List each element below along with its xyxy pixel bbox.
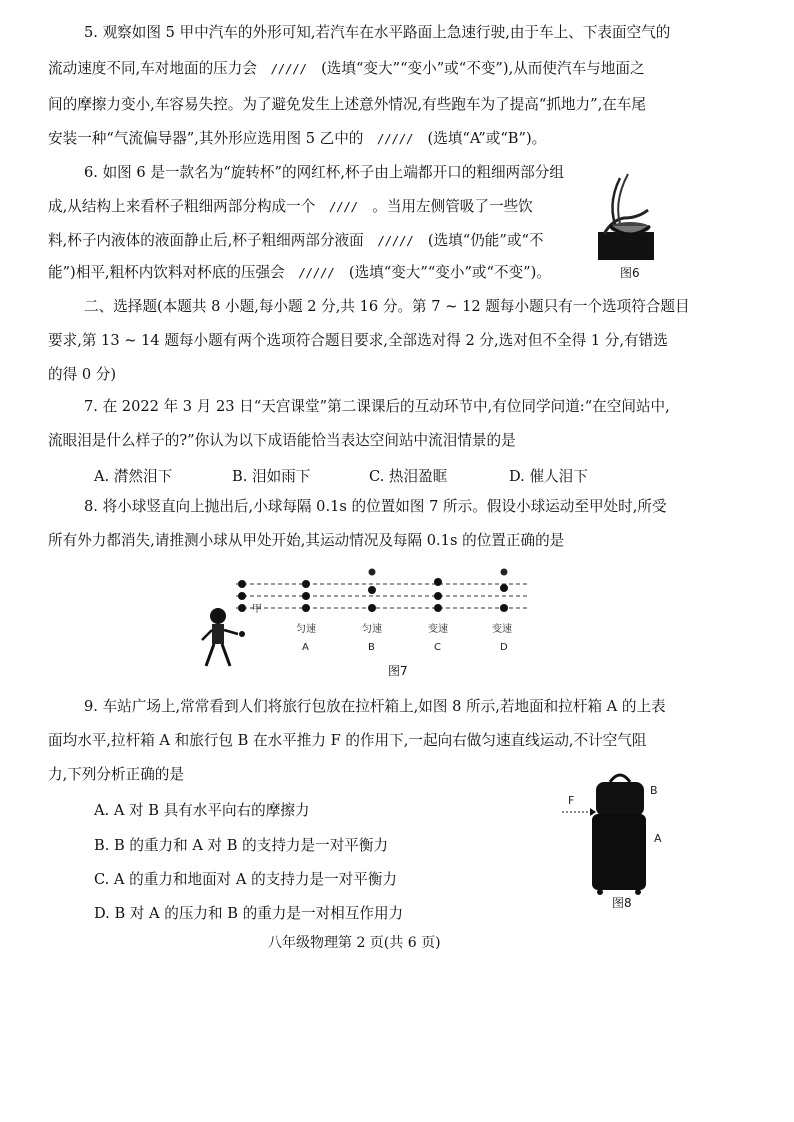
ball	[434, 592, 442, 600]
ball	[434, 604, 442, 612]
ball	[238, 592, 246, 600]
q9-option-a[interactable]: A. A 对 B 具有水平向右的摩擦力	[94, 802, 310, 819]
q9-line-3: 力,下列分析正确的是	[48, 766, 184, 783]
figure-8-caption: 图8	[612, 896, 632, 910]
q9-option-b[interactable]: B. B 的重力和 A 对 B 的支持力是一对平衡力	[94, 837, 389, 854]
section-2-line-1: 二、选择题(本题共 8 小题,每小题 2 分,共 16 分。第 7 ~ 12 题每小题只有一个选项符合题目	[84, 298, 690, 315]
jia-label: 甲	[252, 604, 262, 615]
q6-line-3: 料,杯子内液体的液面静止后,杯子粗细两部分液面 ///// (选填“仍能”或“不	[48, 232, 544, 249]
bag-b-label: B	[650, 784, 658, 797]
answer-blank: /////	[377, 234, 414, 248]
q9-option-d[interactable]: D. B 对 A 的压力和 B 的重力是一对相互作用力	[94, 905, 404, 922]
q6-line-4: 能”)相平,粗杯内饮料对杯底的压强会 ///// (选填“变大”“变小”或“不变”)。	[48, 264, 551, 281]
q5-line-4: 安装一种“气流偏导器”,其外形应选用图 5 乙中的 ///// (选填“A”或“B”)。	[48, 130, 547, 147]
answer-blank: /////	[377, 132, 414, 146]
q5-line-1: 5. 观察如图 5 甲中汽车的外形可知,若汽车在水平路面上急速行驶,由于车上、下表面空气的	[84, 24, 671, 41]
force-label: F	[568, 794, 575, 807]
suitcase-a-label: A	[654, 832, 662, 845]
answer-blank: /////	[298, 266, 335, 280]
q9-option-c[interactable]: C. A 的重力和地面对 A 的支持力是一对平衡力	[94, 871, 398, 888]
q7-line-2: 流眼泪是什么样子的?”你认为以下成语能恰当表达空间站中流泪情景的是	[48, 432, 516, 449]
q7-option-a[interactable]: A. 潸然泪下	[94, 468, 173, 485]
ball	[238, 604, 246, 612]
option-d-motion: 变速	[492, 624, 512, 635]
q5-line-2: 流动速度不同,车对地面的压力会 ///// (选填“变大”“变小”或“不变”),从而使汽车与地面之	[48, 60, 645, 77]
section-2-line-3: 的得 0 分)	[48, 366, 117, 383]
q6-line-1: 6. 如图 6 是一款名为“旋转杯”的网红杯,杯子由上端都开口的粗细两部分组	[84, 164, 564, 181]
ball	[302, 604, 310, 612]
option-d-letter: D	[500, 642, 508, 653]
suitcase-a	[592, 814, 646, 890]
q8-line-1: 8. 将小球竖直向上抛出后,小球每隔 0.1s 的位置如图 7 所示。假设小球运动至甲处时,所受	[84, 498, 667, 515]
ball	[501, 569, 508, 576]
q7-option-c[interactable]: C. 热泪盈眶	[369, 468, 448, 485]
answer-blank: /////	[270, 62, 308, 76]
q8-line-2: 所有外力都消失,请推测小球从甲处开始,其运动情况及每隔 0.1s 的位置正确的是	[48, 532, 565, 549]
ball	[302, 592, 310, 600]
q7-option-b[interactable]: B. 泪如雨下	[232, 468, 311, 485]
option-c-letter: C	[434, 642, 441, 653]
ball	[368, 586, 376, 594]
ball	[238, 580, 246, 588]
figure-6-caption: 图6	[620, 266, 640, 280]
q7-line-1: 7. 在 2022 年 3 月 23 日“天宫课堂”第二课课后的互动环节中,有位同学问道:“在空间站中,	[84, 398, 670, 415]
ball	[368, 604, 376, 612]
q9-line-2: 面均水平,拉杆箱 A 和旅行包 B 在水平推力 F 的作用下,一起向右做匀速直线运动,不计空气阻	[48, 732, 647, 749]
q5-line-3: 间的摩擦力变小,车容易失控。为了避免发生上述意外情况,有些跑车为了提高“抓地力”,在车尾	[48, 96, 646, 113]
option-a-letter: A	[302, 642, 309, 653]
figure-7	[196, 560, 536, 680]
ball	[434, 578, 442, 586]
ball	[369, 569, 376, 576]
figure-8	[560, 768, 670, 896]
page-footer: 八年级物理第 2 页(共 6 页)	[268, 935, 441, 951]
option-b-letter: B	[368, 642, 375, 653]
bag-b	[596, 782, 644, 816]
q9-line-1: 9. 车站广场上,常常看到人们将旅行包放在拉杆箱上,如图 8 所示,若地面和拉杆箱 A 的上表	[84, 698, 666, 715]
ball	[500, 604, 508, 612]
section-2-line-2: 要求,第 13 ~ 14 题每小题有两个选项符合题目要求,全部选对得 2 分,选对但不全得 1 分,有错选	[48, 332, 668, 349]
ball	[500, 584, 508, 592]
option-b-motion: 匀速	[362, 624, 382, 635]
figure-6-cup	[598, 170, 654, 260]
option-a-motion: 匀速	[296, 624, 316, 635]
ball	[302, 580, 310, 588]
answer-blank: ////	[329, 200, 359, 214]
q7-option-d[interactable]: D. 催人泪下	[509, 468, 588, 485]
q6-line-2: 成,从结构上来看杯子粗细两部分构成一个 //// 。当用左侧管吸了一些饮	[48, 198, 533, 215]
figure-7-caption: 图7	[388, 664, 408, 678]
option-c-motion: 变速	[428, 624, 448, 635]
child-figure	[202, 608, 245, 666]
